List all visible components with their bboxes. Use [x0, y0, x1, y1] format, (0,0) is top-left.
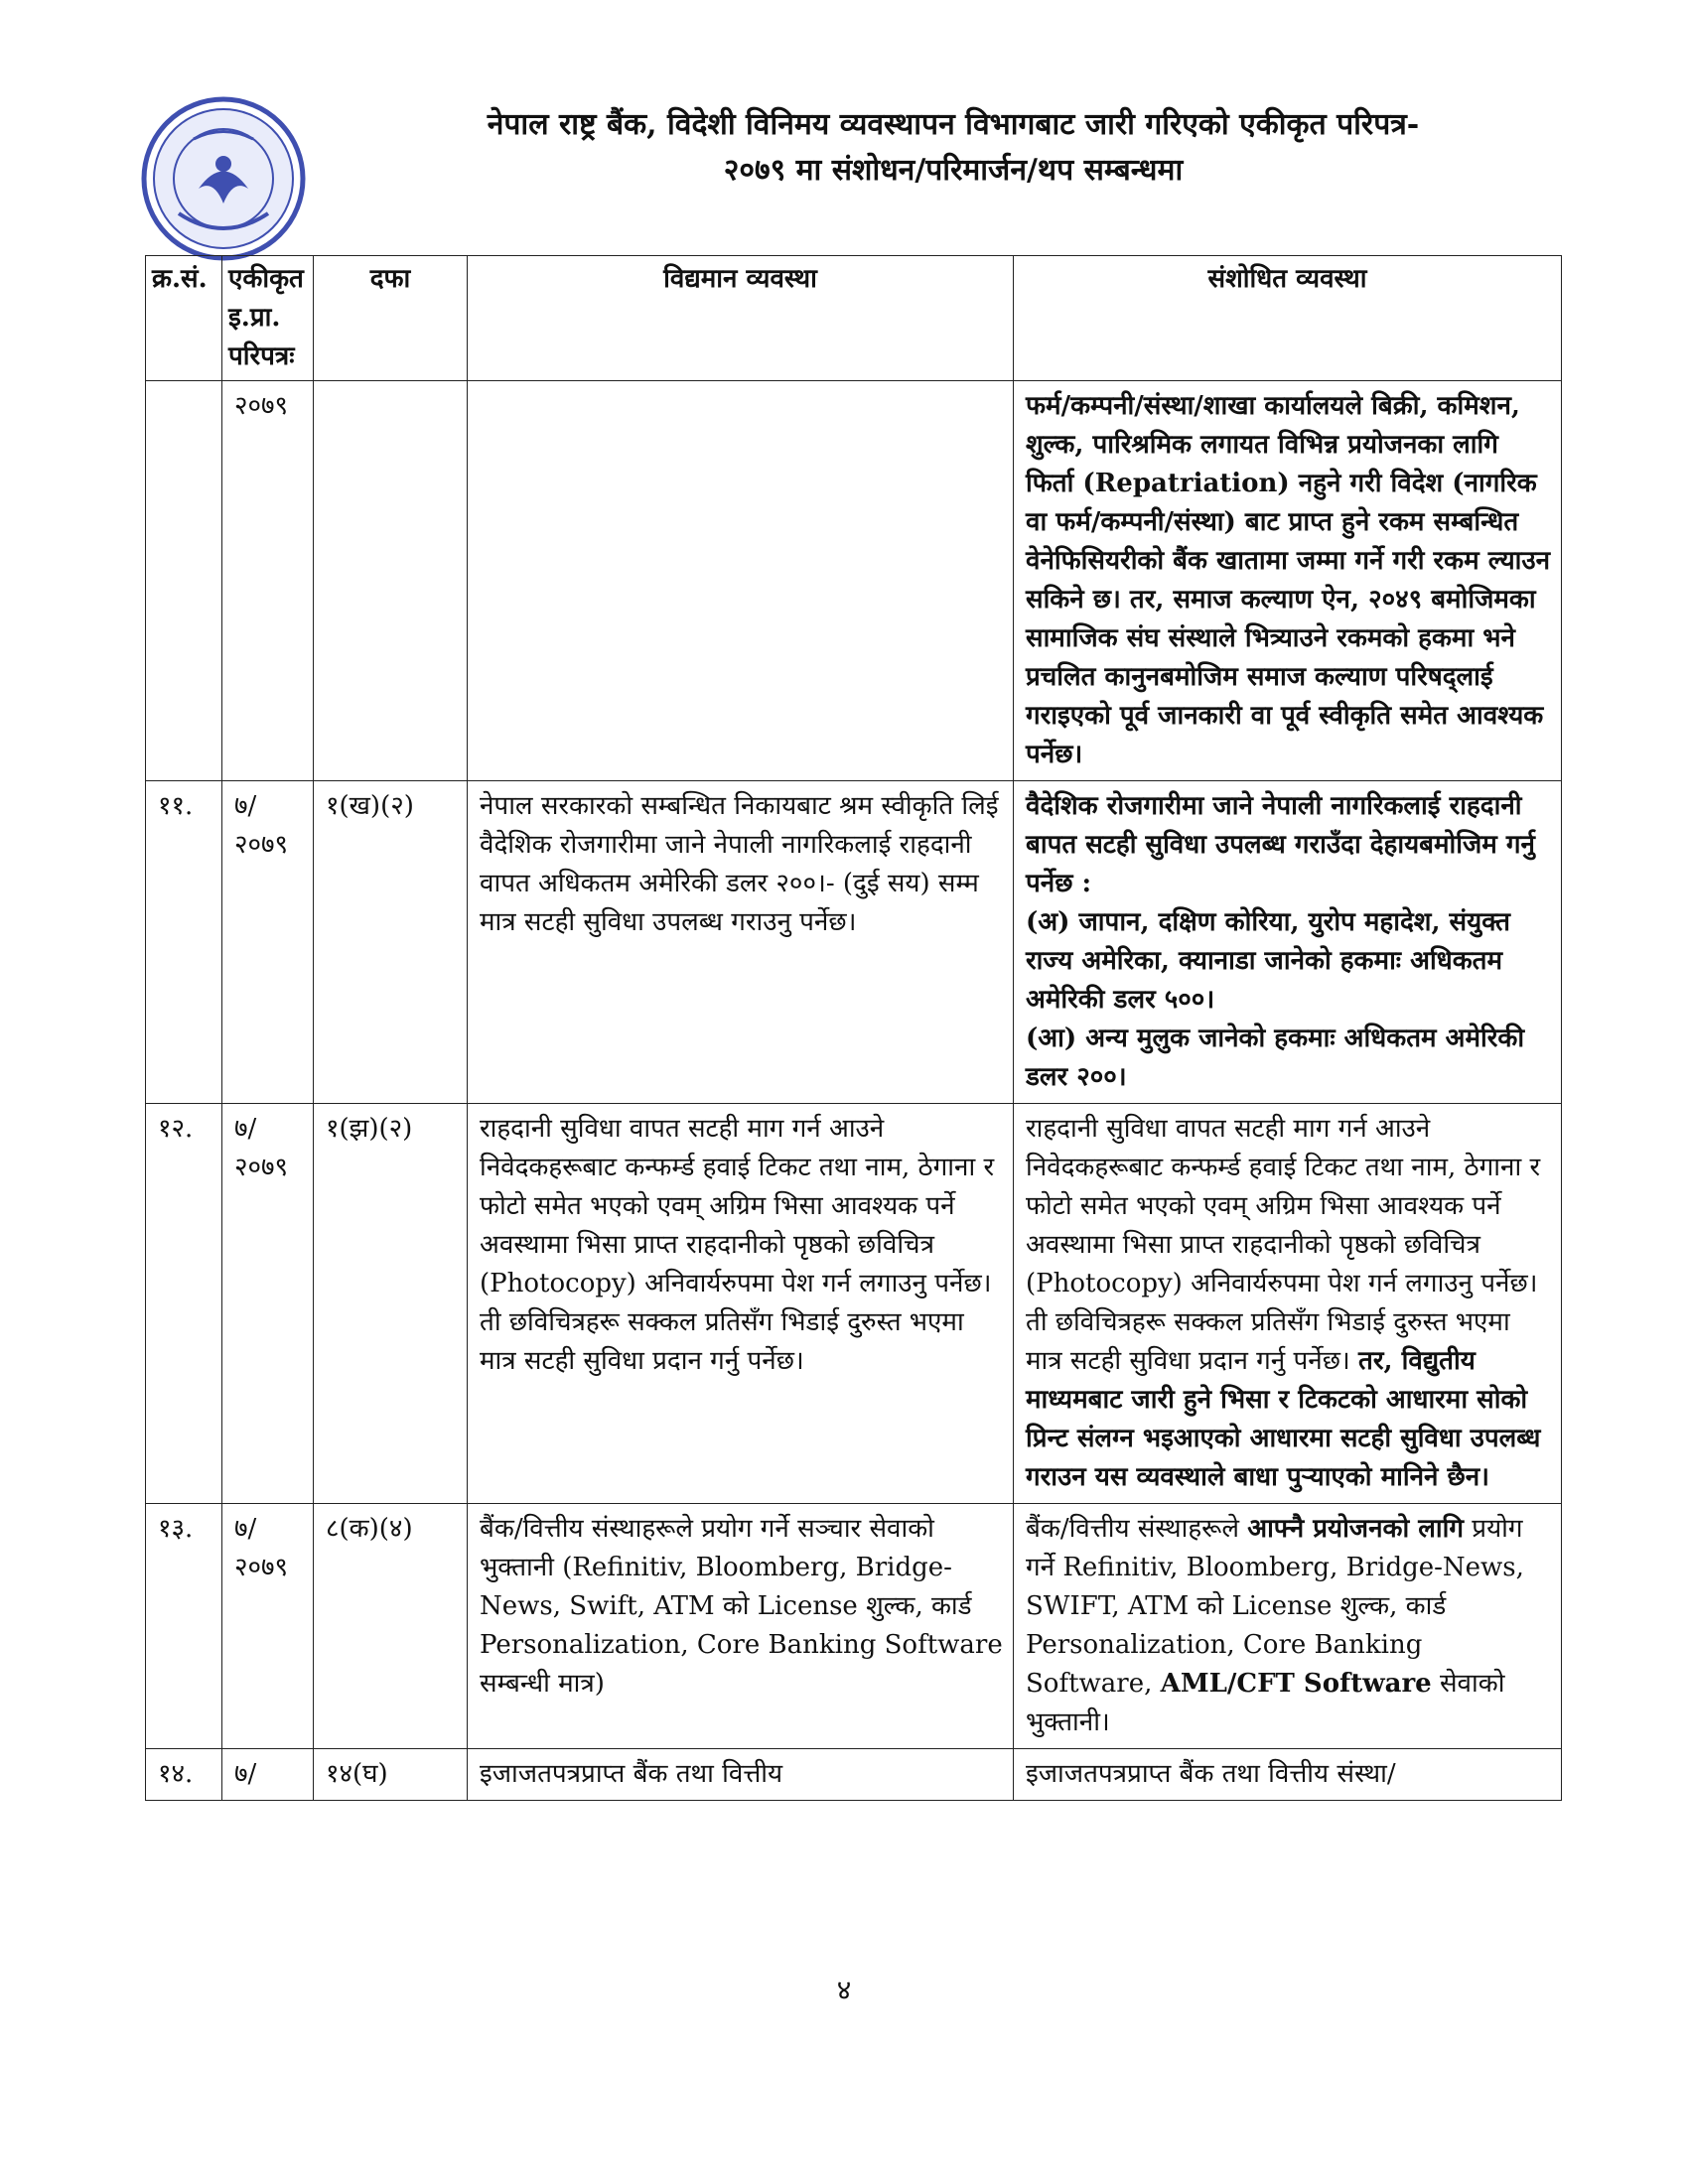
- amended-text-part: वैदेशिक रोजगारीमा जाने नेपाली नागरिकलाई राहदानी बापत सटही सुविधा उपलब्ध गराउँदा देहायबमोजिम गर्नु पर्नेछ :: [1026, 791, 1535, 898]
- amended-text-part: (अ) जापान, दक्षिण कोरिया, युरोप महादेश, संयुक्त राज्य अमेरिका, क्यानाडा जानेको हकमाः अधिकतम अमेरिकी डलर ५००।: [1026, 907, 1510, 1015]
- amended-text-part: राहदानी सुविधा वापत सटही माग गर्न आउने निवेदकहरूबाट कन्फर्म्ड हवाई टिकट तथा नाम, ठेगाना र फोटो समेत भएको एवम् अग्रिम भिसा आवश्यक पर्ने अवस्थामा भिसा प्राप्त राहदानीको पृष्ठको छविचित्र (Photocopy) अनिवार्यरुपमा पेश गर्न लगाउनु पर्नेछ। ती छविचित्रहरू सक्कल प्रतिसँग भिडाई दुरुस्त भएमा मात्र सटही सुविधा प्रदान गर्नु पर्नेछ।: [1026, 1114, 1541, 1376]
- amendment-table: [145, 255, 1562, 1801]
- cell-circular: ७/ २०७९: [222, 781, 314, 1104]
- cell-sn: १३.: [146, 1504, 222, 1749]
- cell-sn: १४.: [146, 1749, 222, 1801]
- table-row: [146, 1504, 1562, 1749]
- amended-text-part: AML/CFT Software: [1160, 1669, 1432, 1699]
- cell-circular: ७/ २०७९: [222, 1104, 314, 1504]
- cell-circular: ७/: [222, 1749, 314, 1801]
- cell-existing: [468, 381, 1014, 781]
- cell-clause: १४(घ): [314, 1749, 468, 1801]
- cell-sn: [146, 381, 222, 781]
- cell-clause: १(झ)(२): [314, 1104, 468, 1504]
- amended-text-part: प्रयोग गर्ने Refinitiv, Bloomberg, Bridge-News, SWIFT, ATM को License शुल्क, कार्ड Personalization, Core Banking Software,: [1026, 1514, 1524, 1699]
- cell-sn: ११.: [146, 781, 222, 1104]
- table-row: [146, 1749, 1562, 1801]
- cell-amended: [1014, 1749, 1562, 1801]
- cell-sn: १२.: [146, 1104, 222, 1504]
- title-line-2: २०७९ मा संशोधन/परिमार्जन/थप सम्बन्धमा: [723, 153, 1184, 188]
- amended-text-part: तर, विद्युतीय माध्यमबाट जारी हुने भिसा र टिकटको आधारमा सोको प्रिन्ट संलग्न भइआएको आधारमा सटही सुविधा उपलब्ध गराउन यस व्यवस्थाले बाधा पुऱ्याएको मानिने छैन।: [1026, 1346, 1541, 1492]
- amended-text-part: (आ) अन्य मुलुक जानेको हकमाः अधिकतम अमेरिकी डलर २००।: [1026, 1024, 1525, 1092]
- header-amended: संशोधित व्यवस्था: [1014, 256, 1562, 381]
- nepal-rastra-bank-seal-icon: [139, 94, 308, 263]
- amended-text-part: इजाजतपत्रप्राप्त बैंक तथा वित्तीय संस्था/: [1026, 1759, 1396, 1789]
- cell-amended: [1014, 781, 1562, 1104]
- header-sn: क्र.सं.: [146, 256, 222, 381]
- cell-existing: बैंक/वित्तीय संस्थाहरूले प्रयोग गर्ने सञ्चार सेवाको भुक्तानी (Refinitiv, Bloomberg, Bridge-News, Swift, ATM को License शुल्क, कार्ड Personalization, Core Banking Software सम्बन्धी मात्र): [468, 1504, 1014, 1749]
- cell-circular: ७/ २०७९: [222, 1504, 314, 1749]
- table-header-row: [146, 256, 1562, 381]
- cell-clause: [314, 381, 468, 781]
- amended-text-part: फर्म/कम्पनी/संस्था/शाखा कार्यालयले बिक्री, कमिशन, शुल्क, पारिश्रमिक लगायत विभिन्न प्रयोजनका लागि फिर्ता (Repatriation) नहुने गरी विदेश (नागरिक वा फर्म/कम्पनी/संस्था) बाट प्राप्त हुने रकम सम्बन्धित वेनेफिसियरीको बैंक खातामा जम्मा गर्ने गरी रकम ल्याउन सकिने छ। तर, समाज कल्याण ऐन, २०४९ बमोजिमका सामाजिक संघ संस्थाले भित्र्याउने रकमको हकमा भने प्रचलित कानुनबमोजिम समाज कल्याण परिषद्लाई गराइएको पूर्व जानकारी वा पूर्व स्वीकृति समेत आवश्यक पर्नेछ।: [1026, 391, 1551, 769]
- table-row: [146, 381, 1562, 781]
- cell-amended: [1014, 1104, 1562, 1504]
- document-title: [338, 102, 1569, 194]
- page-number: ४: [836, 1974, 852, 2006]
- table-row: [146, 1104, 1562, 1504]
- cell-clause: ८(क)(४): [314, 1504, 468, 1749]
- cell-existing: इजाजतपत्रप्राप्त बैंक तथा वित्तीय: [468, 1749, 1014, 1801]
- table-row: [146, 781, 1562, 1104]
- cell-amended: [1014, 381, 1562, 781]
- cell-existing: नेपाल सरकारको सम्बन्धित निकायबाट श्रम स्वीकृति लिई वैदेशिक रोजगारीमा जाने नेपाली नागरिकलाई राहदानी वापत अधिकतम अमेरिकी डलर २००।- (दुई सय) सम्म मात्र सटही सुविधा उपलब्ध गराउनु पर्नेछ।: [468, 781, 1014, 1104]
- title-line-1: नेपाल राष्ट्र बैंक, विदेशी विनिमय व्यवस्थापन विभागबाट जारी गरिएको एकीकृत परिपत्र-: [487, 107, 1420, 142]
- cell-existing: राहदानी सुविधा वापत सटही माग गर्न आउने निवेदकहरूबाट कन्फर्म्ड हवाई टिकट तथा नाम, ठेगाना र फोटो समेत भएको एवम् अग्रिम भिसा आवश्यक पर्ने अवस्थामा भिसा प्राप्त राहदानीको पृष्ठको छविचित्र (Photocopy) अनिवार्यरुपमा पेश गर्न लगाउनु पर्नेछ। ती छविचित्रहरू सक्कल प्रतिसँग भिडाई दुरुस्त भएमा मात्र सटही सुविधा प्रदान गर्नु पर्नेछ।: [468, 1104, 1014, 1504]
- header-circular: एकीकृत इ.प्रा. परिपत्रः: [222, 256, 314, 381]
- header-clause: दफा: [314, 256, 468, 381]
- cell-circular: २०७९: [222, 381, 314, 781]
- amended-text-part: सेवाको भुक्तानी।: [1026, 1669, 1505, 1737]
- amended-text-part: आफ्नै प्रयोजनको लागि: [1247, 1514, 1465, 1544]
- header-existing: विद्यमान व्यवस्था: [468, 256, 1014, 381]
- cell-amended: [1014, 1504, 1562, 1749]
- amended-text-part: बैंक/वित्तीय संस्थाहरूले: [1026, 1514, 1248, 1544]
- cell-clause: १(ख)(२): [314, 781, 468, 1104]
- document-header: [139, 94, 1559, 243]
